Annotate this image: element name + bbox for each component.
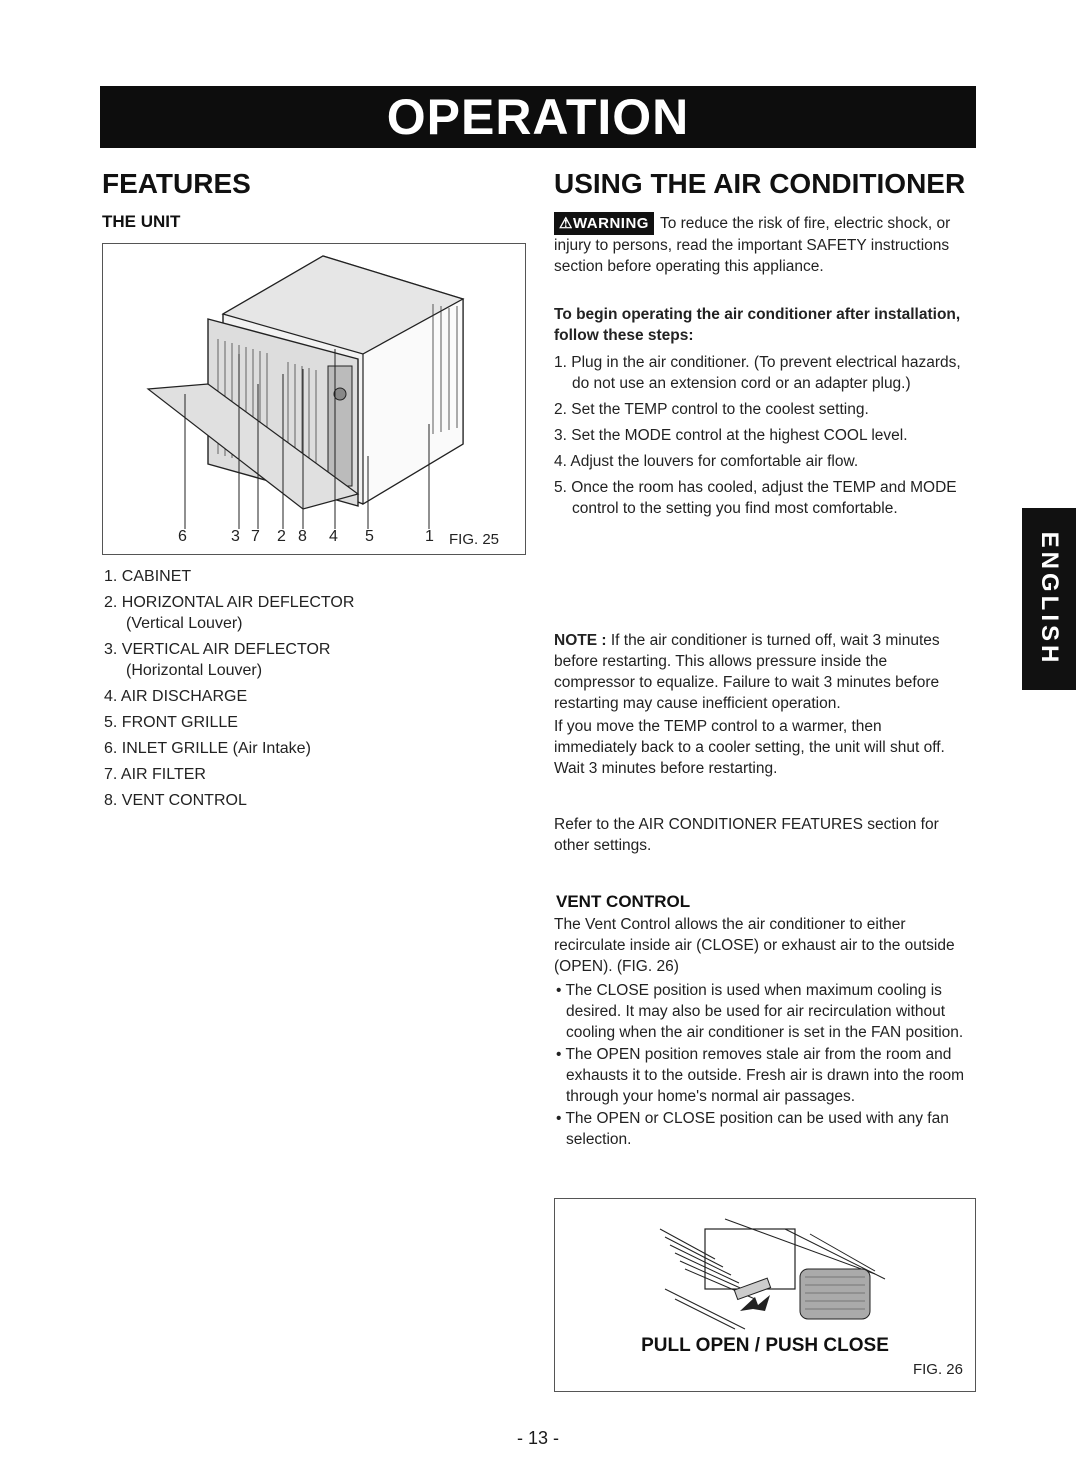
temp-paragraph: If you move the TEMP control to a warmer, then immediately back to a cooler setting, the unit will shut off. Wait 3 minutes before restarting. xyxy=(554,718,945,777)
vent-bullets xyxy=(556,980,966,1151)
the-unit-subheading: THE UNIT xyxy=(102,212,181,231)
parts-list xyxy=(104,566,504,816)
callout-6: 6 xyxy=(178,528,187,545)
vent-caption: PULL OPEN / PUSH CLOSE xyxy=(641,1335,889,1356)
step-item: 4. Adjust the louvers for comfortable air flow. xyxy=(554,453,859,470)
warning-text: To reduce the risk of fire, electric shock, or injury to persons, read the important SAFETY instructions section before operating this appliance. xyxy=(554,215,951,275)
note-paragraph xyxy=(554,630,964,714)
vent-figure xyxy=(554,1198,976,1392)
callout-1: 1 xyxy=(425,528,434,545)
part-item: 2. HORIZONTAL AIR DEFLECTOR (Vertical Louver) xyxy=(104,594,355,632)
page-number: - 13 - xyxy=(516,1428,559,1448)
fig-25-label: FIG. 25 xyxy=(449,531,500,548)
callout-4: 4 xyxy=(329,528,338,545)
part-item: 3. VERTICAL AIR DEFLECTOR (Horizontal Louver) xyxy=(104,641,331,679)
warning-badge: ⚠WARNING xyxy=(554,212,654,235)
features-heading: FEATURES xyxy=(102,168,251,199)
callout-2: 2 xyxy=(277,528,286,545)
fig-26-label: FIG. 26 xyxy=(912,1361,963,1378)
part-item: 4. AIR DISCHARGE xyxy=(104,688,248,705)
unit-figure xyxy=(102,243,526,555)
language-side-tab: ENGLISH xyxy=(1022,508,1076,690)
note-text: If the air conditioner is turned off, wait 3 minutes before restarting. This allows pressure inside the compressor to equalize. Failure to wait 3 minutes before restarting may cause inefficient operation. xyxy=(554,632,940,712)
part-item: 8. VENT CONTROL xyxy=(104,792,247,809)
vent-control-heading: VENT CONTROL xyxy=(556,892,691,911)
step-item: 1. Plug in the air conditioner. (To prevent electrical hazards, do not use an extension cord or an adapter plug.) xyxy=(554,354,961,392)
air-conditioner-illustration xyxy=(103,244,525,554)
step-item: 3. Set the MODE control at the highest COOL level. xyxy=(554,427,908,444)
step-item: 5. Once the room has cooled, adjust the TEMP and MODE control to the setting you find most comfortable. xyxy=(554,479,957,517)
part-item: 1. CABINET xyxy=(104,568,192,585)
refer-paragraph: Refer to the AIR CONDITIONER FEATURES section for other settings. xyxy=(554,816,939,854)
part-item: 5. FRONT GRILLE xyxy=(104,714,238,731)
callout-3: 3 xyxy=(231,528,240,545)
step-item: 2. Set the TEMP control to the coolest setting. xyxy=(554,401,869,418)
callout-8: 8 xyxy=(298,528,307,545)
using-heading: USING THE AIR CONDITIONER xyxy=(554,168,966,199)
callout-5: 5 xyxy=(365,528,374,545)
steps-intro: To begin operating the air conditioner after installation, follow these steps: xyxy=(554,306,961,344)
page-banner: OPERATION xyxy=(100,86,976,148)
steps-list xyxy=(554,352,964,524)
vent-bullet: • The CLOSE position is used when maximum cooling is desired. It may also be used for air recirculation without cooling when the air conditioner is set in the FAN position. xyxy=(556,982,964,1041)
part-item: 6. INLET GRILLE (Air Intake) xyxy=(104,740,311,757)
vent-bullet: • The OPEN position removes stale air from the room and exhausts it to the outside. Fresh air is drawn into the room through your home's normal air passages. xyxy=(556,1046,965,1105)
warning-paragraph xyxy=(554,212,962,277)
vent-bullet: • The OPEN or CLOSE position can be used with any fan selection. xyxy=(556,1110,949,1148)
callout-7: 7 xyxy=(251,528,260,545)
note-label: NOTE : xyxy=(554,632,607,649)
vent-intro: The Vent Control allows the air conditioner to either recirculate inside air (CLOSE) or exhaust air to the outside (OPEN). (FIG. 26) xyxy=(554,916,955,975)
vent-control-illustration xyxy=(555,1199,975,1339)
part-item: 7. AIR FILTER xyxy=(104,766,206,783)
